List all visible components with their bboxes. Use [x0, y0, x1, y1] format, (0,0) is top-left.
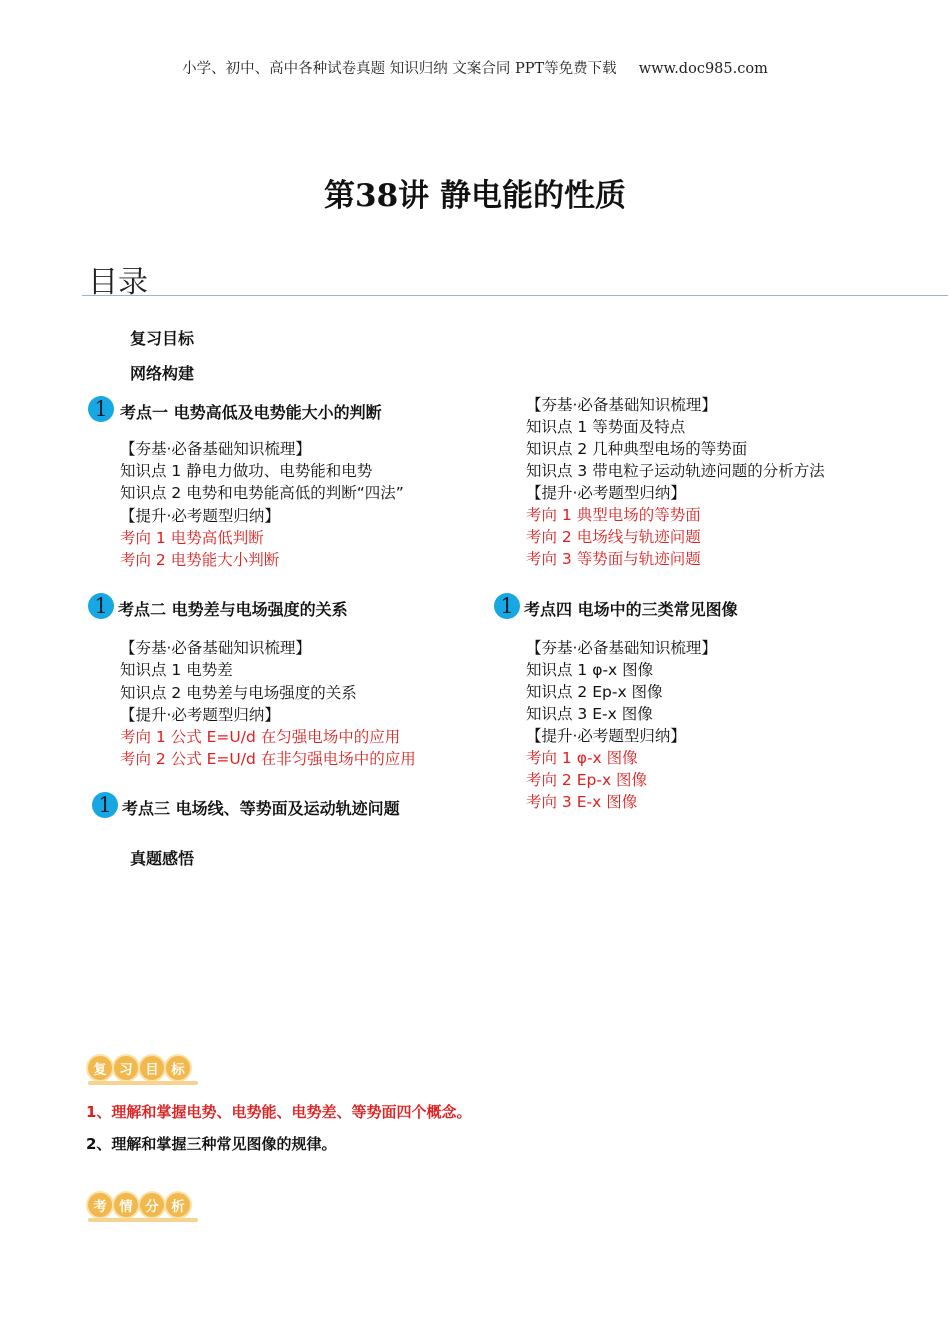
toc-item-real-exam[interactable]: 真题感悟 [130, 849, 195, 868]
toc-kd1-topic[interactable]: 考向 2 电势能大小判断 [120, 551, 280, 569]
toc-kd3-line[interactable]: 【夯基·必备基础知识梳理】 [526, 396, 717, 414]
toc-kd3-topic[interactable]: 考向 1 典型电场的等势面 [526, 506, 701, 524]
toc-kd4-topic[interactable]: 考向 2 Ep-x 图像 [526, 771, 648, 789]
review-goals-banner [88, 1052, 198, 1084]
toc-kd2-title[interactable]: 考点二 电势差与电场强度的关系 [118, 600, 348, 619]
toc-kd2-line[interactable]: 【提升·必考题型归纳】 [120, 706, 280, 724]
toc-kd3-title[interactable]: 考点三 电场线、等势面及运动轨迹问题 [122, 799, 400, 818]
exam-analysis-banner [88, 1189, 198, 1221]
toc-kd4-line[interactable]: 【提升·必考题型归纳】 [526, 727, 686, 745]
kd1-badge-icon: 1 [88, 396, 114, 422]
banner-char: 考 [88, 1193, 112, 1217]
kd2-badge-icon: 1 [88, 593, 114, 619]
goal-1: 1、理解和掌握电势、电势能、电势差、等势面四个概念。 [86, 1103, 472, 1121]
toc-kd4-line[interactable]: 【夯基·必备基础知识梳理】 [526, 639, 717, 657]
toc-kd1-line[interactable]: 【夯基·必备基础知识梳理】 [120, 440, 311, 458]
toc-divider [82, 295, 948, 296]
toc-kd4-topic[interactable]: 考向 1 φ-x 图像 [526, 749, 638, 767]
toc-kd4-line[interactable]: 知识点 3 E-x 图像 [526, 705, 653, 723]
toc-kd1-line[interactable]: 【提升·必考题型归纳】 [120, 507, 280, 525]
toc-kd3-line[interactable]: 知识点 1 等势面及特点 [526, 418, 686, 436]
toc-kd4-topic[interactable]: 考向 3 E-x 图像 [526, 793, 638, 811]
toc-item-review-goals[interactable]: 复习目标 [130, 329, 195, 348]
header-text: 小学、初中、高中各种试卷真题 知识归纳 文案合同 PPT等免费下载 [182, 61, 617, 77]
kd3-badge-icon: 1 [92, 792, 118, 818]
toc-kd2-line[interactable]: 【夯基·必备基础知识梳理】 [120, 639, 311, 657]
kd4-badge-icon: 1 [494, 593, 520, 619]
toc-kd1-topic[interactable]: 考向 1 电势高低判断 [120, 529, 264, 547]
banner-underline [88, 1218, 198, 1222]
toc-kd2-topic[interactable]: 考向 1 公式 E=U/d 在匀强电场中的应用 [120, 728, 401, 746]
banner-char: 习 [114, 1056, 138, 1080]
toc-kd3-line[interactable]: 知识点 2 几种典型电场的等势面 [526, 440, 748, 458]
toc-heading: 目录 [88, 265, 148, 300]
toc-kd2-line[interactable]: 知识点 1 电势差 [120, 661, 233, 679]
banner-char: 目 [140, 1056, 164, 1080]
page-header [0, 57, 950, 78]
banner-char: 复 [88, 1056, 112, 1080]
goal-2: 2、理解和掌握三种常见图像的规律。 [86, 1135, 337, 1153]
toc-kd1-line[interactable]: 知识点 2 电势和电势能高低的判断“四法” [120, 484, 404, 502]
toc-kd4-line[interactable]: 知识点 2 Ep-x 图像 [526, 683, 663, 701]
toc-kd1-title[interactable]: 考点一 电势高低及电势能大小的判断 [120, 403, 382, 422]
toc-item-network[interactable]: 网络构建 [130, 364, 195, 383]
toc-kd4-line[interactable]: 知识点 1 φ-x 图像 [526, 661, 654, 679]
toc-kd3-topic[interactable]: 考向 2 电场线与轨迹问题 [526, 528, 701, 546]
toc-kd3-topic[interactable]: 考向 3 等势面与轨迹问题 [526, 550, 701, 568]
toc-kd3-line[interactable]: 【提升·必考题型归纳】 [526, 484, 686, 502]
banner-char: 分 [140, 1193, 164, 1217]
banner-underline [88, 1081, 198, 1085]
banner-char: 析 [166, 1193, 190, 1217]
banner-char: 情 [114, 1193, 138, 1217]
toc-kd2-line[interactable]: 知识点 2 电势差与电场强度的关系 [120, 684, 357, 702]
banner-char: 标 [166, 1056, 190, 1080]
toc-kd4-title[interactable]: 考点四 电场中的三类常见图像 [524, 600, 738, 619]
toc-kd1-line[interactable]: 知识点 1 静电力做功、电势能和电势 [120, 462, 373, 480]
toc-kd2-topic[interactable]: 考向 2 公式 E=U/d 在非匀强电场中的应用 [120, 750, 416, 768]
page-title: 第38讲 静电能的性质 [324, 178, 626, 214]
toc-kd3-line[interactable]: 知识点 3 带电粒子运动轨迹问题的分析方法 [526, 462, 825, 480]
header-url[interactable]: www.doc985.com [638, 61, 768, 77]
